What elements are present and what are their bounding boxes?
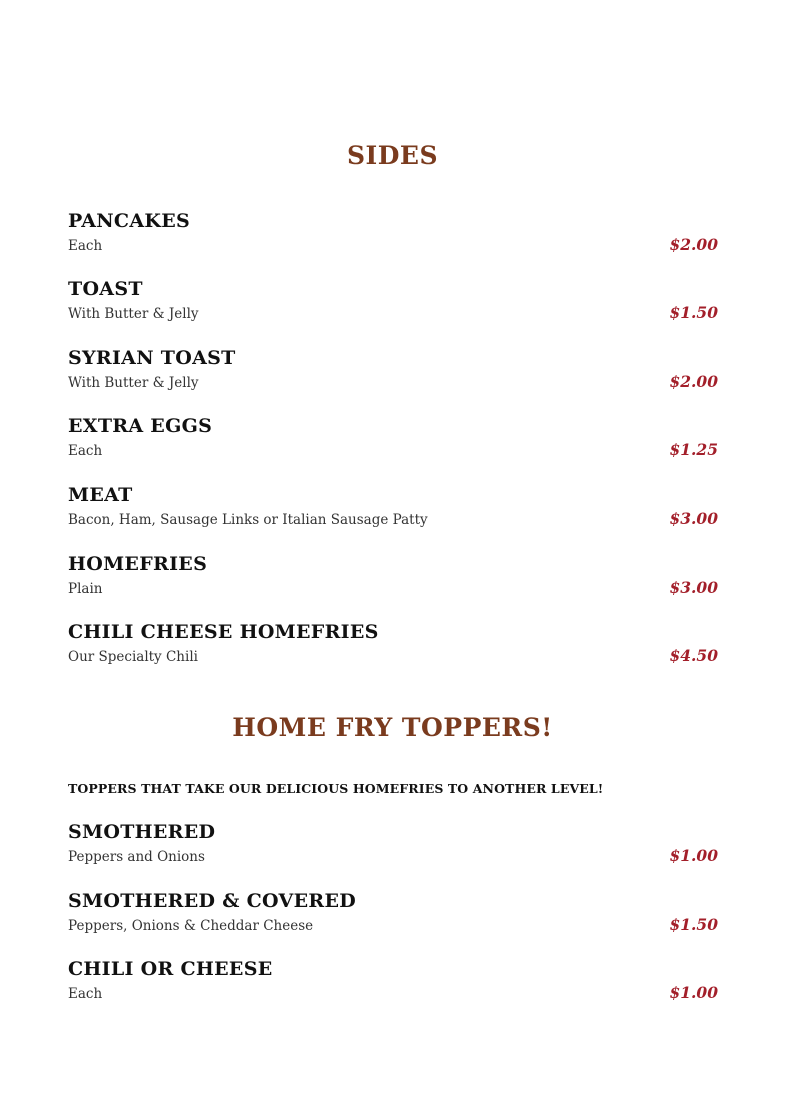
item-name: HOMEFRIES	[68, 553, 208, 575]
menu-item-meat	[68, 484, 718, 534]
section-intro: TOPPERS THAT TAKE OUR DELICIOUS HOMEFRIES TO ANOTHER LEVEL!	[68, 781, 604, 796]
item-description: Peppers, Onions & Cheddar Cheese	[68, 918, 314, 934]
item-description: Plain	[68, 581, 103, 597]
menu-item-extra-eggs	[68, 415, 718, 465]
item-description: Bacon, Ham, Sausage Links or Italian Sausage Patty	[68, 512, 428, 528]
item-price: $4.50	[669, 646, 718, 665]
item-name: CHILI OR CHEESE	[68, 958, 273, 980]
item-name: CHILI CHEESE HOMEFRIES	[68, 621, 379, 643]
menu-item-smothered-and-covered	[68, 890, 718, 940]
item-description: Peppers and Onions	[68, 849, 205, 865]
menu-item-pancakes	[68, 210, 718, 260]
item-name: TOAST	[68, 278, 143, 300]
item-price: $1.00	[669, 846, 718, 865]
item-description: Each	[68, 238, 103, 254]
item-description: With Butter & Jelly	[68, 375, 199, 391]
item-price: $3.00	[669, 578, 718, 597]
item-name: SYRIAN TOAST	[68, 347, 236, 369]
item-price: $3.00	[669, 509, 718, 528]
item-name: SMOTHERED	[68, 821, 216, 843]
item-price: $1.00	[669, 983, 718, 1002]
menu-item-chili-cheese-homefries	[68, 621, 718, 671]
item-description: Each	[68, 443, 103, 459]
item-name: MEAT	[68, 484, 133, 506]
item-description: With Butter & Jelly	[68, 306, 199, 322]
item-price: $2.00	[669, 372, 718, 391]
item-price: $2.00	[669, 235, 718, 254]
item-description: Each	[68, 986, 103, 1002]
menu-item-smothered	[68, 821, 718, 871]
item-name: SMOTHERED & COVERED	[68, 890, 357, 912]
menu-item-chili-or-cheese	[68, 958, 718, 1008]
menu-item-syrian-toast	[68, 347, 718, 397]
section-title-home-fry-toppers: HOME FRY TOPPERS!	[232, 713, 553, 742]
item-price: $1.25	[669, 440, 718, 459]
item-name: EXTRA EGGS	[68, 415, 213, 437]
menu-item-homefries	[68, 553, 718, 603]
menu-item-toast	[68, 278, 718, 328]
item-description: Our Specialty Chili	[68, 649, 198, 665]
item-price: $1.50	[669, 915, 718, 934]
item-name: PANCAKES	[68, 210, 190, 232]
section-title-sides: SIDES	[346, 141, 439, 170]
item-price: $1.50	[669, 303, 718, 322]
